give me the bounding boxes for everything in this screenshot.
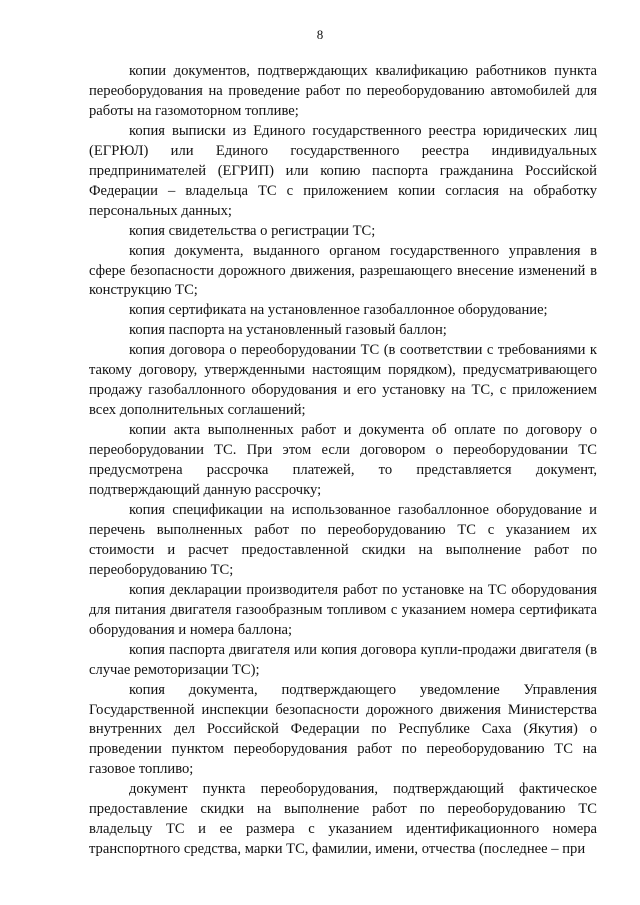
paragraph: копия декларации производителя работ по установке на ТС оборудования для питания двигателя газообразным топливом с указанием номера сертификата оборудования и номера баллона; — [89, 581, 597, 638]
paragraph: документ пункта переоборудования, подтверждающий фактическое предоставление скидки на выполнение работ по переоборудованию ТС владельцу ТС и ее размера с указанием идентификационного номера транспортного средства, марки ТС, фамилии, имени, отчества (последнее – при — [89, 781, 597, 858]
paragraph: копия выписки из Единого государственного реестра юридических лиц (ЕГРЮЛ) или Единого государственного реестра индивидуальных предпринимателей (ЕГРИП) или копию паспорта гражданина Российской Федерации – владельца ТС с приложением копии согласия на обработку персональных данных; — [89, 122, 597, 219]
page-number: 8 — [316, 27, 324, 42]
paragraph: копия паспорта двигателя или копия договора купли-продажи двигателя (в случае ремоторизации ТС); — [89, 641, 597, 678]
paragraph: копия документа, выданного органом государственного управления в сфере безопасности дорожного движения, разрешающего внесение изменений в конструкцию ТС; — [89, 242, 597, 299]
paragraph: копия договора о переоборудовании ТС (в соответствии с требованиями к такому договору, утвержденными настоящим порядком), предусматривающего продажу газобаллонного оборудования и его установку на ТС, с приложением всех дополнительных соглашений; — [89, 342, 597, 419]
paragraph: копия сертификата на установленное газобаллонное оборудование; — [129, 302, 548, 319]
paragraph: копия свидетельства о регистрации ТС; — [129, 222, 376, 239]
paragraph: копия паспорта на установленный газовый баллон; — [129, 322, 447, 339]
body-text — [89, 62, 597, 860]
paragraph: копии документов, подтверждающих квалификацию работников пункта переоборудования на проведение работ по переоборудованию автомобилей для работы на газомоторном топливе; — [89, 63, 597, 119]
paragraph: копии акта выполненных работ и документа об оплате по договору о переоборудовании ТС. При этом если договором о переоборудовании ТС предусмотрена рассрочка платежей, то представляется документ, подтверждающий данную рассрочку; — [89, 422, 597, 499]
paragraph: копия документа, подтверждающего уведомление Управления Государственной инспекции безопасности дорожного движения Министерства внутренних дел Российской Федерации по Республике Саха (Якутия) о проведении пунктом переоборудования работ по переоборудованию ТС на газовое топливо; — [89, 681, 597, 778]
paragraph: копия спецификации на использованное газобаллонное оборудование и перечень выполненных работ по переоборудованию ТС с указанием их стоимости и расчет предоставленной скидки на выполнение работ по переоборудованию ТС; — [89, 501, 597, 578]
